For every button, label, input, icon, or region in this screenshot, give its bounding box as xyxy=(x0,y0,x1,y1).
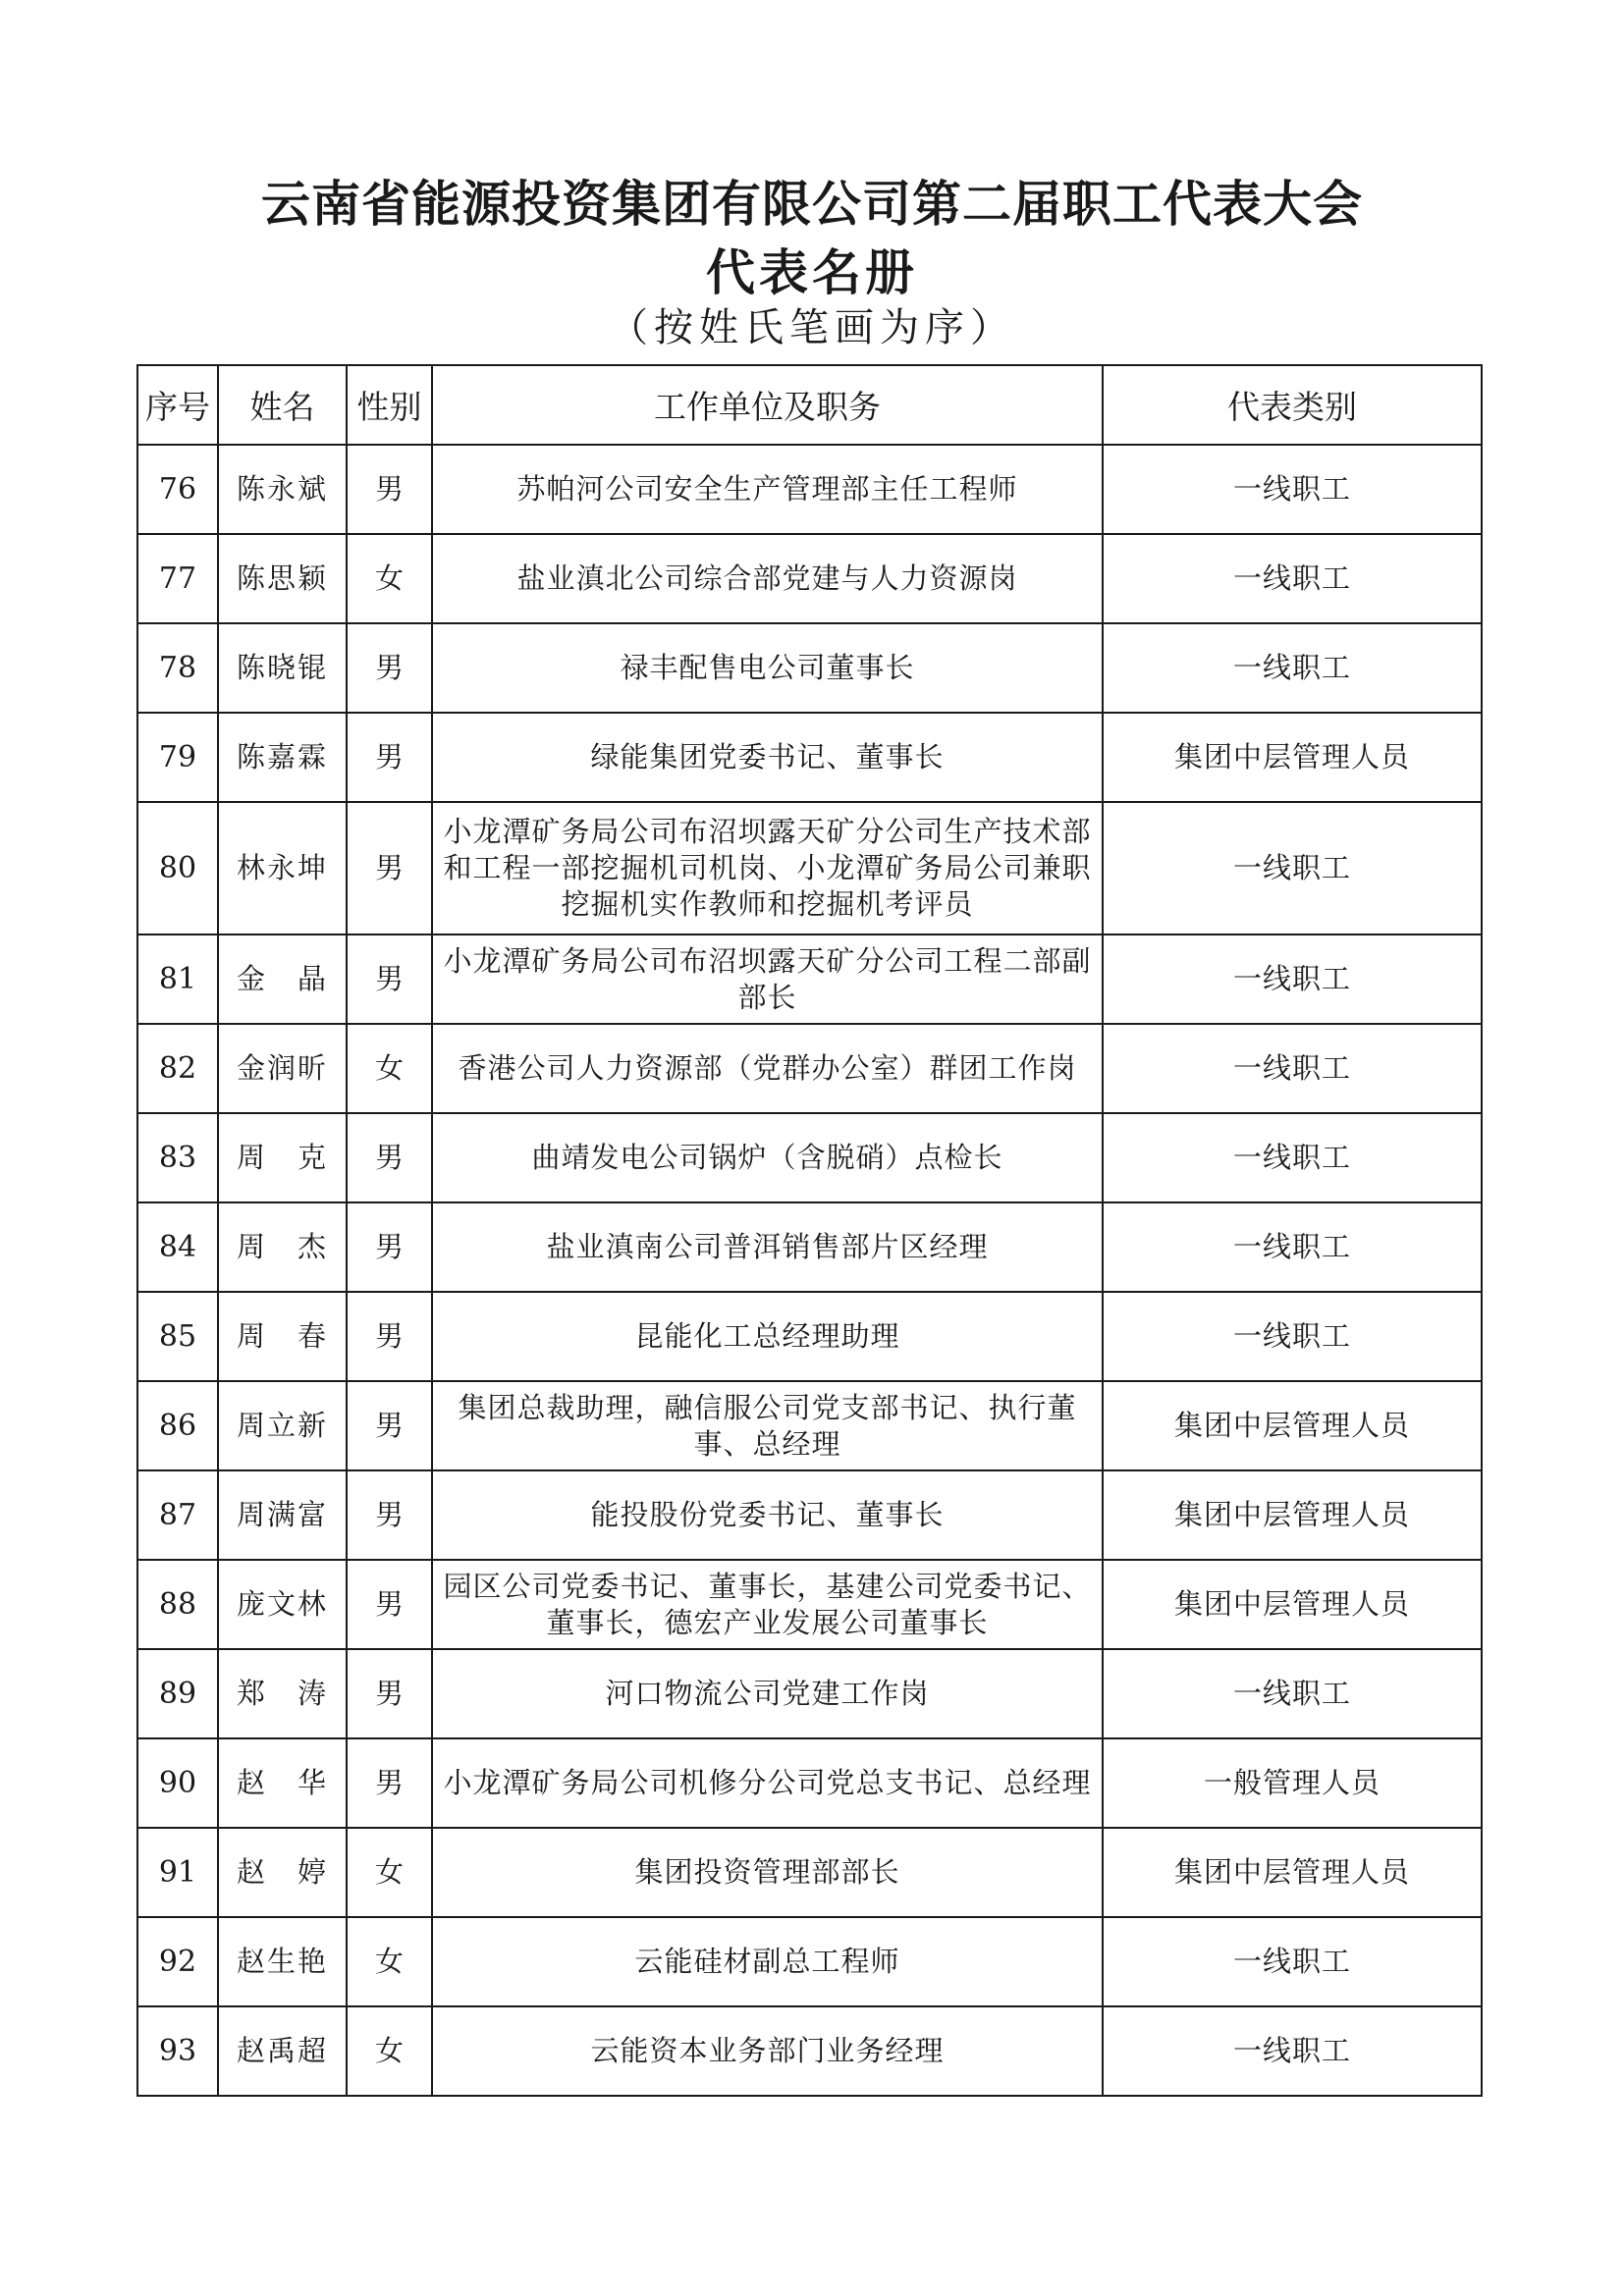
cell-name: 周 杰 xyxy=(218,1202,347,1292)
table-row xyxy=(137,623,1482,713)
document-title: 云南省能源投资集团有限公司第二届职工代表大会 xyxy=(261,175,1363,233)
cell-gender: 男 xyxy=(347,445,432,534)
cell-name: 赵 婷 xyxy=(218,1828,347,1917)
cell-gender: 男 xyxy=(347,623,432,713)
cell-gender: 女 xyxy=(347,1917,432,2006)
cell-name: 金 晶 xyxy=(218,934,347,1024)
cell-name: 郑 涛 xyxy=(218,1649,347,1738)
cell-name: 陈嘉霖 xyxy=(218,713,347,802)
cell-gender: 男 xyxy=(347,1292,432,1381)
cell-cat: 一线职工 xyxy=(1103,1202,1482,1292)
table-row xyxy=(137,1470,1482,1560)
cell-unit: 云能硅材副总工程师 xyxy=(432,1917,1103,2006)
cell-seq: 87 xyxy=(137,1470,218,1560)
cell-unit: 香港公司人力资源部（党群办公室）群团工作岗 xyxy=(432,1024,1103,1113)
table-header-row xyxy=(137,365,1482,445)
cell-name: 周满富 xyxy=(218,1470,347,1560)
header-unit: 工作单位及职务 xyxy=(432,365,1103,445)
cell-cat: 集团中层管理人员 xyxy=(1103,1470,1482,1560)
cell-seq: 84 xyxy=(137,1202,218,1292)
cell-unit: 盐业滇北公司综合部党建与人力资源岗 xyxy=(432,534,1103,623)
cell-cat: 一线职工 xyxy=(1103,1917,1482,2006)
cell-seq: 83 xyxy=(137,1113,218,1202)
cell-unit: 曲靖发电公司锅炉（含脱硝）点检长 xyxy=(432,1113,1103,1202)
cell-cat: 一线职工 xyxy=(1103,802,1482,934)
cell-name: 陈思颖 xyxy=(218,534,347,623)
cell-cat: 一线职工 xyxy=(1103,445,1482,534)
table-row xyxy=(137,1024,1482,1113)
header-name: 姓名 xyxy=(218,365,347,445)
cell-unit: 河口物流公司党建工作岗 xyxy=(432,1649,1103,1738)
table-row xyxy=(137,1292,1482,1381)
header-seq: 序号 xyxy=(137,365,218,445)
table-row xyxy=(137,1649,1482,1738)
cell-seq: 82 xyxy=(137,1024,218,1113)
cell-name: 金润昕 xyxy=(218,1024,347,1113)
cell-cat: 一线职工 xyxy=(1103,1292,1482,1381)
table-row xyxy=(137,802,1482,934)
document-subtitle-roster: 代表名册 xyxy=(706,243,918,301)
table-row xyxy=(137,445,1482,534)
cell-cat: 一线职工 xyxy=(1103,934,1482,1024)
cell-gender: 男 xyxy=(347,1470,432,1560)
cell-gender: 男 xyxy=(347,1202,432,1292)
cell-gender: 男 xyxy=(347,1381,432,1470)
cell-name: 周 克 xyxy=(218,1113,347,1202)
cell-unit: 苏帕河公司安全生产管理部主任工程师 xyxy=(432,445,1103,534)
document-ordering-note: （按姓氏笔画为序） xyxy=(609,305,1015,350)
cell-cat: 一线职工 xyxy=(1103,2006,1482,2096)
cell-seq: 88 xyxy=(137,1560,218,1649)
cell-gender: 男 xyxy=(347,1738,432,1828)
cell-unit: 集团投资管理部部长 xyxy=(432,1828,1103,1917)
cell-name: 周 春 xyxy=(218,1292,347,1381)
cell-unit: 小龙潭矿务局公司布沼坝露天矿分公司工程二部副部长 xyxy=(432,934,1103,1024)
cell-gender: 女 xyxy=(347,1828,432,1917)
cell-seq: 79 xyxy=(137,713,218,802)
cell-cat: 一线职工 xyxy=(1103,1024,1482,1113)
cell-unit: 园区公司党委书记、董事长，基建公司党委书记、董事长，德宏产业发展公司董事长 xyxy=(432,1560,1103,1649)
cell-cat: 一般管理人员 xyxy=(1103,1738,1482,1828)
table-row xyxy=(137,1560,1482,1649)
cell-seq: 92 xyxy=(137,1917,218,2006)
cell-cat: 集团中层管理人员 xyxy=(1103,1828,1482,1917)
cell-unit: 禄丰配售电公司董事长 xyxy=(432,623,1103,713)
cell-seq: 93 xyxy=(137,2006,218,2096)
cell-unit: 小龙潭矿务局公司机修分公司党总支书记、总经理 xyxy=(432,1738,1103,1828)
table-row xyxy=(137,1828,1482,1917)
cell-cat: 集团中层管理人员 xyxy=(1103,1381,1482,1470)
cell-cat: 集团中层管理人员 xyxy=(1103,1560,1482,1649)
cell-unit: 集团总裁助理，融信服公司党支部书记、执行董事、总经理 xyxy=(432,1381,1103,1470)
cell-gender: 女 xyxy=(347,534,432,623)
cell-gender: 男 xyxy=(347,934,432,1024)
cell-unit: 昆能化工总经理助理 xyxy=(432,1292,1103,1381)
table-row xyxy=(137,2006,1482,2096)
cell-cat: 一线职工 xyxy=(1103,534,1482,623)
cell-name: 赵生艳 xyxy=(218,1917,347,2006)
cell-cat: 一线职工 xyxy=(1103,1113,1482,1202)
cell-name: 陈永斌 xyxy=(218,445,347,534)
cell-seq: 80 xyxy=(137,802,218,934)
cell-seq: 90 xyxy=(137,1738,218,1828)
cell-seq: 77 xyxy=(137,534,218,623)
table-row xyxy=(137,934,1482,1024)
cell-unit: 绿能集团党委书记、董事长 xyxy=(432,713,1103,802)
cell-name: 林永坤 xyxy=(218,802,347,934)
cell-seq: 78 xyxy=(137,623,218,713)
cell-seq: 86 xyxy=(137,1381,218,1470)
cell-name: 赵禹超 xyxy=(218,2006,347,2096)
cell-gender: 女 xyxy=(347,1024,432,1113)
cell-seq: 89 xyxy=(137,1649,218,1738)
cell-gender: 女 xyxy=(347,2006,432,2096)
table-row xyxy=(137,1917,1482,2006)
cell-gender: 男 xyxy=(347,802,432,934)
cell-unit: 盐业滇南公司普洱销售部片区经理 xyxy=(432,1202,1103,1292)
table-row xyxy=(137,534,1482,623)
table-row xyxy=(137,1381,1482,1470)
cell-gender: 男 xyxy=(347,1560,432,1649)
cell-cat: 一线职工 xyxy=(1103,623,1482,713)
cell-name: 陈晓锟 xyxy=(218,623,347,713)
cell-seq: 91 xyxy=(137,1828,218,1917)
cell-gender: 男 xyxy=(347,1649,432,1738)
cell-unit: 小龙潭矿务局公司布沼坝露天矿分公司生产技术部和工程一部挖掘机司机岗、小龙潭矿务局公司兼职挖掘机实作教师和挖掘机考评员 xyxy=(432,802,1103,934)
cell-seq: 81 xyxy=(137,934,218,1024)
cell-cat: 集团中层管理人员 xyxy=(1103,713,1482,802)
cell-seq: 76 xyxy=(137,445,218,534)
cell-name: 周立新 xyxy=(218,1381,347,1470)
cell-cat: 一线职工 xyxy=(1103,1649,1482,1738)
header-category: 代表类别 xyxy=(1103,365,1482,445)
table-row xyxy=(137,1113,1482,1202)
header-gender: 性别 xyxy=(347,365,432,445)
table-row xyxy=(137,713,1482,802)
cell-unit: 云能资本业务部门业务经理 xyxy=(432,2006,1103,2096)
table-row xyxy=(137,1738,1482,1828)
table-body xyxy=(137,445,1482,2096)
cell-unit: 能投股份党委书记、董事长 xyxy=(432,1470,1103,1560)
cell-gender: 男 xyxy=(347,713,432,802)
cell-name: 赵 华 xyxy=(218,1738,347,1828)
cell-gender: 男 xyxy=(347,1113,432,1202)
cell-seq: 85 xyxy=(137,1292,218,1381)
cell-name: 庞文林 xyxy=(218,1560,347,1649)
delegate-roster-table xyxy=(136,364,1483,2097)
table-row xyxy=(137,1202,1482,1292)
